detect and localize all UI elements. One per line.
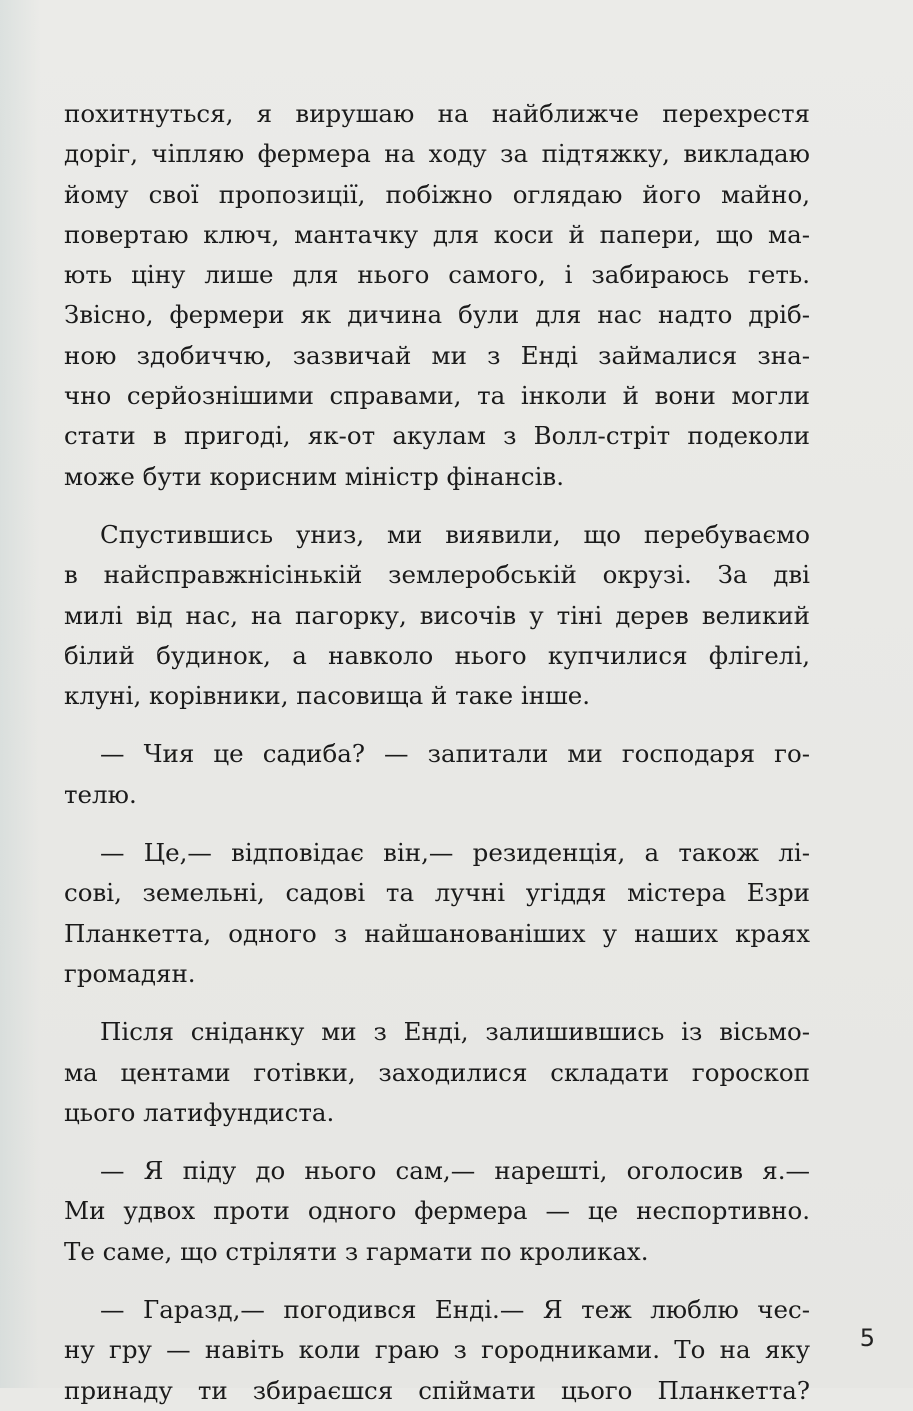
page-number: 5: [859, 1324, 875, 1352]
text-line: принаду ти збираєшся спіймати цього Планкетта?: [64, 1375, 810, 1405]
paragraph-1: [64, 94, 810, 497]
text-line: — Чия це садиба? — запитали ми господаря го-: [100, 739, 810, 769]
text-line: милі від нас, на пагорку, височів у тіні дерев великий: [64, 600, 810, 630]
text-line: йому свої пропозиції, побіжно оглядаю його майно,: [64, 179, 810, 209]
paragraph-6: [64, 1151, 810, 1272]
paragraph-7: [64, 1290, 810, 1411]
text-line: Спустившись униз, ми виявили, що перебуваємо: [100, 519, 810, 549]
paragraph-5: [64, 1012, 810, 1133]
text-line: в найсправжнісінькій землеробській окрузі. За дві: [64, 560, 810, 590]
body-text: [64, 94, 810, 1411]
paragraph-3: [64, 734, 810, 815]
text-line: — Гаразд,— погодився Енді.— Я теж люблю чес-: [100, 1295, 810, 1325]
text-line: стати в пригоді, як-от акулам з Волл-стріт подеколи: [64, 421, 810, 451]
text-line: телю.: [64, 779, 137, 809]
text-line: сові, земельні, садові та лучні угіддя містера Езри: [64, 878, 810, 908]
text-line: може бути корисним міністр фінансів.: [64, 461, 564, 491]
text-line: Ми удвох проти одного фермера — це неспортивно.: [64, 1196, 810, 1226]
text-line: Планкетта, одного з найшанованіших у наших краях: [64, 918, 810, 948]
text-line: повертаю ключ, мантачку для коси й папери, що ма-: [64, 219, 810, 249]
text-line: ють ціну лише для нього самого, і забираюсь геть.: [64, 260, 810, 290]
text-line: ною здобиччю, зазвичай ми з Енді займалися зна-: [64, 340, 810, 370]
text-line: чно серйознішими справами, та інколи й вони могли: [64, 381, 810, 411]
text-line: Те саме, що стріляти з гармати по кроликах.: [64, 1236, 649, 1266]
paragraph-4: [64, 833, 810, 994]
paragraph-2: [64, 515, 810, 716]
text-line: цього латифундиста.: [64, 1097, 335, 1127]
text-line: Звісно, фермери як дичина були для нас надто дріб-: [64, 300, 810, 330]
text-line: клуні, корівники, пасовища й таке інше.: [64, 681, 591, 711]
text-line: громадян.: [64, 958, 196, 988]
text-line: білий будинок, а навколо нього купчилися флігелі,: [64, 640, 810, 670]
text-line: Після сніданку ми з Енді, залишившись із вісьмо-: [100, 1017, 810, 1047]
text-line: ма центами готівки, заходилися складати гороскоп: [64, 1057, 810, 1087]
text-line: — Я піду до нього сам,— нарешті, оголосив я.—: [100, 1156, 810, 1186]
text-line: похитнуться, я вирушаю на найближче перехрестя: [64, 99, 810, 128]
text-line: ну гру — навіть коли граю з городниками. То на яку: [64, 1335, 810, 1365]
text-line: — Це,— відповідає він,— резиденція, а також лі-: [100, 838, 810, 868]
text-line: доріг, чіпляю фермера на ходу за підтяжку, викладаю: [64, 139, 810, 169]
